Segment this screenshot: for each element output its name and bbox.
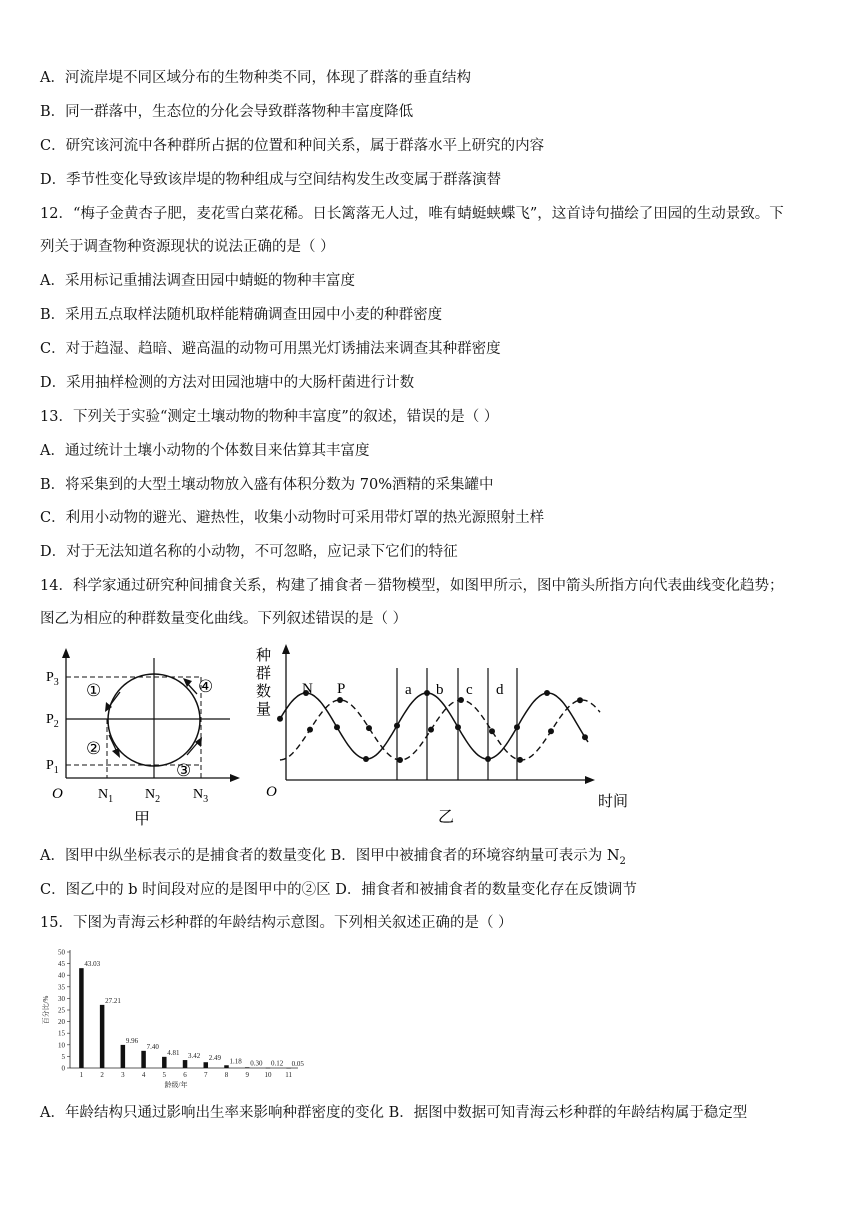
chart-value-label: 27.21 bbox=[105, 996, 121, 1005]
q14-options-ab: A．图甲中纵坐标表示的是捕食者的数量变化 B．图甲中被捕食者的环境容纳量可表示为 $N_2$ bbox=[40, 848, 626, 867]
jia-y-arrow bbox=[62, 648, 70, 658]
chart-x-tick-label: 4 bbox=[141, 1071, 146, 1079]
chart-value-label: 9.96 bbox=[125, 1036, 139, 1045]
jia-n1-label: $N_1$ bbox=[98, 787, 114, 805]
q14-options-cd: C．图乙中的 b 时间段对应的是图甲中的②区 D．捕食者和被捕食者的数量变化存在反馈调节 bbox=[40, 882, 637, 898]
yi-prey-point bbox=[394, 723, 400, 729]
yi-predator-point bbox=[366, 725, 372, 731]
chart-x-tick-label: 7 bbox=[204, 1071, 208, 1079]
figure-yi bbox=[256, 640, 642, 832]
age-structure-chart bbox=[40, 944, 304, 1090]
yi-prey-point bbox=[277, 716, 283, 722]
chart-x-tick-label: 3 bbox=[121, 1071, 125, 1079]
q11-option-b: B．同一群落中，生态位的分化会导致群落物种丰富度降低 bbox=[40, 104, 414, 120]
yi-predator-label: P bbox=[337, 681, 346, 697]
chart-value-label: 0.30 bbox=[250, 1059, 263, 1068]
chart-value-label: 3.42 bbox=[188, 1052, 201, 1061]
yi-prey-point bbox=[544, 690, 550, 696]
chart-x-tick-label: 5 bbox=[162, 1071, 167, 1079]
chart-bar bbox=[79, 968, 84, 1068]
yi-predator-point bbox=[428, 727, 434, 733]
chart-y-tick-label: 40 bbox=[58, 971, 65, 980]
yi-prey-point bbox=[334, 724, 340, 730]
jia-region-1: ① bbox=[86, 681, 102, 700]
yi-ylabel-4: 量 bbox=[256, 702, 272, 718]
yi-x-arrow bbox=[585, 776, 595, 784]
q14-stem-line1: 14．科学家通过研究种间捕食关系，构建了捕食者－猎物模型，如图甲所示，图中箭头所指方向代表曲线变化趋势； bbox=[40, 578, 784, 594]
chart-x-tick-label: 11 bbox=[285, 1071, 293, 1079]
chart-value-label: 0.12 bbox=[270, 1059, 284, 1068]
jia-p1-label: $P_1$ bbox=[46, 758, 59, 776]
yi-predator-point bbox=[489, 728, 495, 734]
q12-option-c: C．对于趋湿、趋暗、避高温的动物可用黑光灯诱捕法来调查其种群密度 bbox=[40, 341, 501, 357]
yi-predator-point bbox=[577, 697, 583, 703]
jia-x-arrow bbox=[230, 774, 240, 782]
yi-origin: O bbox=[266, 784, 277, 800]
chart-y-tick-label: 0 bbox=[61, 1064, 65, 1073]
chart-bar bbox=[224, 1065, 229, 1068]
chart-bar bbox=[183, 1060, 188, 1068]
chart-y-tick-label: 5 bbox=[61, 1052, 65, 1061]
jia-p3-label: $P_3$ bbox=[46, 670, 59, 688]
q13-option-b: B．将采集到的大型土壤动物放入盛有体积分数为 70%酒精的采集罐中 bbox=[40, 477, 494, 493]
yi-prey-point bbox=[363, 756, 369, 762]
jia-origin: O bbox=[52, 786, 63, 802]
q14-stem-line2: 图乙为相应的种群数量变化曲线。下列叙述错误的是（ ） bbox=[40, 611, 408, 627]
yi-prey-point bbox=[514, 724, 520, 730]
yi-label-a: a bbox=[405, 682, 412, 698]
chart-y-tick-label: 15 bbox=[58, 1029, 65, 1038]
yi-predator-point bbox=[517, 757, 523, 763]
yi-prey-points bbox=[277, 690, 588, 762]
chart-x-tick-label: 8 bbox=[224, 1071, 229, 1079]
chart-value-label: 7.40 bbox=[146, 1042, 159, 1051]
yi-predator-point bbox=[307, 727, 313, 733]
chart-y-tick-label: 35 bbox=[58, 983, 65, 992]
jia-region-3: ③ bbox=[176, 761, 192, 780]
q11-option-a: A．河流岸堤不同区域分布的生物种类不同，体现了群落的垂直结构 bbox=[40, 70, 471, 86]
q13-option-d: D．对于无法知道名称的小动物，不可忽略，应记录下它们的特征 bbox=[40, 544, 458, 560]
chart-value-label: 2.49 bbox=[208, 1054, 222, 1063]
yi-ylabel-3: 数 bbox=[256, 684, 272, 700]
q12-stem-line2: 列关于调查物种资源现状的说法正确的是（ ） bbox=[40, 239, 335, 255]
jia-n2-label: $N_2$ bbox=[145, 787, 161, 805]
yi-label-c: c bbox=[466, 682, 473, 698]
yi-predator-point bbox=[458, 697, 464, 703]
jia-region-2: ② bbox=[86, 739, 102, 758]
q12-option-b: B．采用五点取样法随机取样能精确调查田园中小麦的种群密度 bbox=[40, 307, 443, 323]
jia-p2-label: $P_2$ bbox=[46, 712, 59, 730]
yi-prey-point bbox=[582, 734, 588, 740]
q11-option-d: D．季节性变化导致该岸堤的物种组成与空间结构发生改变属于群落演替 bbox=[40, 172, 502, 188]
chart-y-tick-label: 25 bbox=[58, 1006, 65, 1015]
chart-value-label: 1.18 bbox=[229, 1057, 242, 1066]
jia-n3-label: $N_3$ bbox=[193, 787, 209, 805]
q12-stem-line1: 12．“梅子金黄杏子肥，麦花雪白菜花稀。日长篱落无人过，唯有蜻蜓蛱蝶飞”，这首诗句描绘了田园的生动景致。下 bbox=[40, 206, 784, 222]
chart-bar bbox=[162, 1057, 167, 1068]
yi-predator-point bbox=[548, 728, 554, 734]
q12-option-d: D．采用抽样检测的方法对田园池塘中的大肠杆菌进行计数 bbox=[40, 375, 415, 391]
q15-stem: 15．下图为青海云杉种群的年龄结构示意图。下列相关叙述正确的是（ ） bbox=[40, 915, 513, 931]
yi-y-arrow bbox=[282, 644, 290, 654]
yi-prey-point bbox=[424, 690, 430, 696]
q13-stem: 13．下列关于实验“测定土壤动物的物种丰富度”的叙述，错误的是（ ） bbox=[40, 409, 499, 425]
chart-x-tick-label: 10 bbox=[264, 1071, 272, 1079]
chart-y-label: 百分比/% bbox=[42, 995, 50, 1025]
chart-bar bbox=[204, 1062, 209, 1068]
chart-y-tick-label: 50 bbox=[58, 948, 65, 957]
chart-y-tick-label: 30 bbox=[58, 994, 65, 1003]
chart-x-tick-label: 1 bbox=[79, 1071, 84, 1079]
chart-bar bbox=[266, 1068, 271, 1069]
chart-value-label: 4.81 bbox=[167, 1048, 180, 1057]
chart-bar bbox=[245, 1067, 250, 1068]
chart-x-tick-label: 9 bbox=[245, 1071, 249, 1079]
q13-option-a: A．通过统计土壤小动物的个体数目来估算其丰富度 bbox=[40, 443, 370, 459]
q11-option-c: C．研究该河流中各种群所占据的位置和种间关系，属于群落水平上研究的内容 bbox=[40, 138, 545, 154]
yi-caption: 乙 bbox=[438, 809, 455, 826]
chart-y-tick-label: 10 bbox=[58, 1041, 65, 1050]
chart-x-label: 龄级/年 bbox=[164, 1081, 188, 1089]
q12-option-a: A．采用标记重捕法调查田园中蜻蜓的物种丰富度 bbox=[40, 273, 355, 289]
chart-x-tick-label: 6 bbox=[183, 1071, 187, 1079]
yi-predator-point bbox=[337, 697, 343, 703]
yi-ylabel-1: 种 bbox=[256, 648, 272, 664]
chart-y-tick-label: 20 bbox=[58, 1018, 65, 1027]
q15-options-ab: A．年龄结构只通过影响出生率来影响种群密度的变化 B．据图中数据可知青海云杉种群的年龄结构属于稳定型 bbox=[40, 1105, 748, 1121]
jia-region-4: ④ bbox=[198, 677, 214, 696]
yi-xlabel: 时间 bbox=[598, 794, 629, 810]
yi-prey-point bbox=[485, 756, 491, 762]
yi-ylabel-2: 群 bbox=[256, 666, 272, 682]
chart-bar bbox=[100, 1005, 105, 1068]
figure-jia bbox=[40, 638, 240, 833]
jia-caption: 甲 bbox=[134, 811, 151, 828]
yi-prey-point bbox=[455, 724, 461, 730]
chart-value-label: 0.05 bbox=[291, 1059, 304, 1068]
yi-predator-point bbox=[397, 757, 403, 763]
chart-y-tick-label: 45 bbox=[58, 960, 65, 969]
chart-x-tick-label: 2 bbox=[100, 1071, 104, 1079]
chart-bar bbox=[141, 1051, 146, 1068]
yi-prey-label: N bbox=[302, 681, 313, 697]
chart-bar bbox=[286, 1068, 291, 1069]
yi-label-d: d bbox=[496, 682, 504, 698]
chart-value-label: 43.03 bbox=[84, 960, 101, 969]
chart-bar bbox=[121, 1045, 126, 1068]
yi-label-b: b bbox=[436, 682, 444, 698]
q13-option-c: C．利用小动物的避光、避热性，收集小动物时可采用带灯罩的热光源照射土样 bbox=[40, 510, 545, 526]
